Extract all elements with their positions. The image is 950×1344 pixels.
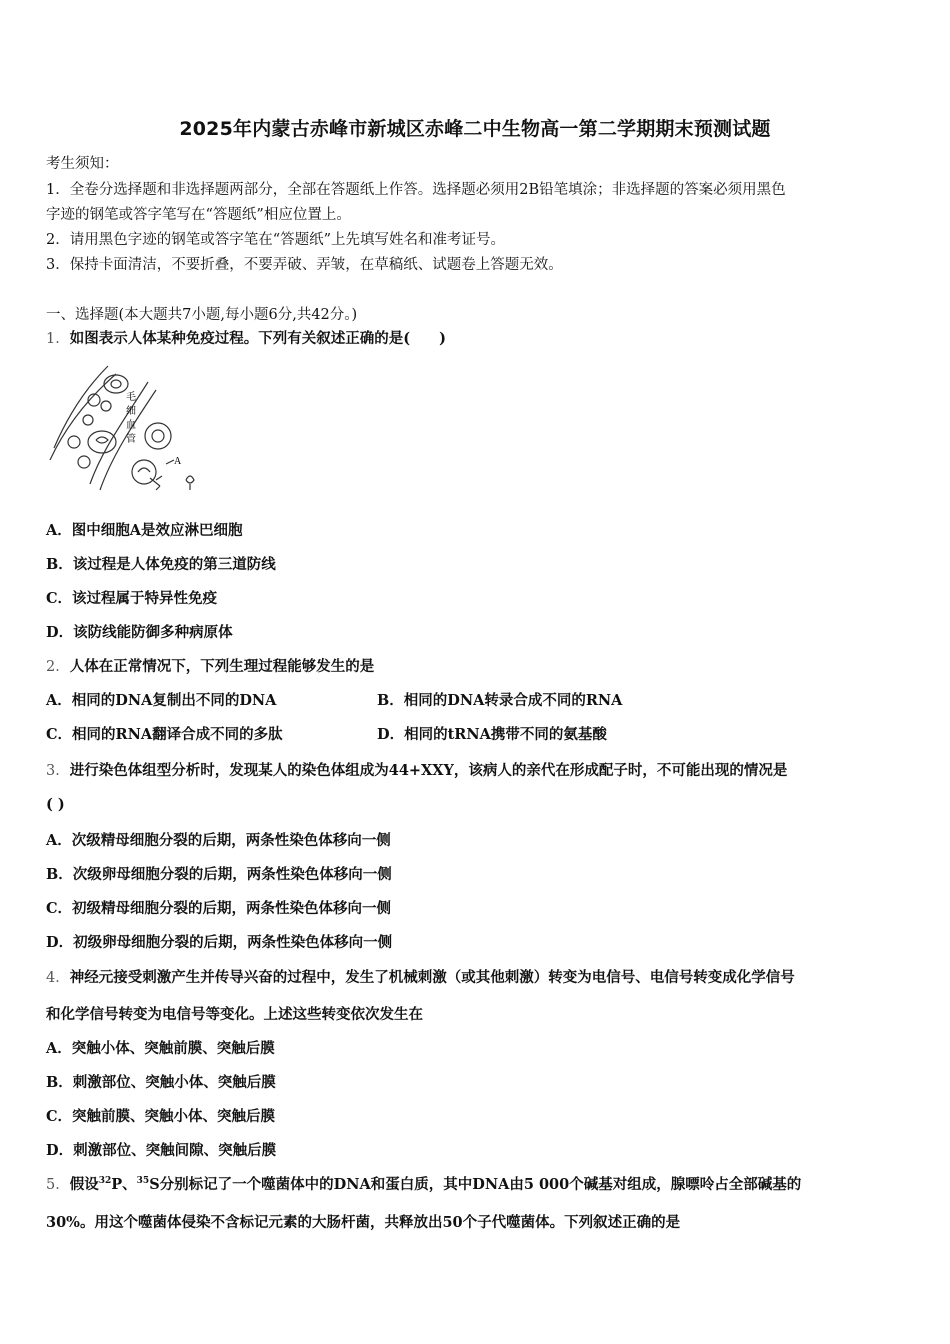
isotope-mass: 32 xyxy=(98,1176,112,1187)
figure-label: 血 xyxy=(126,420,136,431)
question-stem: P、 xyxy=(111,1176,137,1193)
option-d: D．相同的tRNA携带不同的氨基酸 xyxy=(377,726,607,743)
option-a: A．突触小体、突触前膜、突触后膜 xyxy=(46,1040,275,1057)
question-number: 2． xyxy=(46,659,70,675)
question-4 xyxy=(46,966,795,987)
notice-heading: 考生须知： xyxy=(46,156,119,172)
option-b: B．次级卵母细胞分裂的后期，两条性染色体移向一侧 xyxy=(46,866,392,883)
option-b: B．刺激部位、突触小体、突触后膜 xyxy=(46,1074,276,1091)
isotope-mass: 35 xyxy=(136,1176,150,1187)
question-stem: 如图表示人体某种免疫过程。下列有关叙述正确的是( ) xyxy=(69,330,446,347)
question-number: 3． xyxy=(46,763,70,779)
option-b: B．相同的DNA转录合成不同的RNA xyxy=(377,692,623,709)
question-stem: 人体在正常情况下，下列生理过程能够发生的是 xyxy=(69,658,375,675)
option-c: C．初级精母细胞分裂的后期，两条性染色体移向一侧 xyxy=(46,900,392,917)
option-b: B．该过程是人体免疫的第三道防线 xyxy=(46,556,276,573)
immune-process-figure xyxy=(46,360,196,500)
option-d: D．该防线能防御多种病原体 xyxy=(46,624,233,641)
section-heading: 一、选择题(本大题共7小题,每小题6分,共42分。) xyxy=(46,307,358,323)
question-number: 1． xyxy=(46,331,70,347)
notice-item: 字迹的钢笔或答字笔写在“答题纸”相应位置上。 xyxy=(46,207,351,223)
question-stem-cont: 30%。用这个噬菌体侵染不含标记元素的大肠杆菌，共释放出50个子代噬菌体。下列叙述正确的是 xyxy=(46,1214,681,1231)
page-title: 2025年内蒙古赤峰市新城区赤峰二中生物高一第二学期期末预测试题 xyxy=(179,118,771,140)
notice-item: 3．保持卡面清洁，不要折叠，不要弄破、弄皱，在草稿纸、试题卷上答题无效。 xyxy=(46,257,563,273)
question-number: 4． xyxy=(46,970,70,986)
option-d: D．刺激部位、突触间隙、突触后膜 xyxy=(46,1142,277,1159)
question-stem-cont: 和化学信号转变为电信号等变化。上述这些转变依次发生在 xyxy=(46,1006,423,1023)
question-stem: 进行染色体组型分析时，发现某人的染色体组成为44+XXY，该病人的亲代在形成配子时，不可能出现的情况是 xyxy=(69,762,788,779)
question-5 xyxy=(46,1173,801,1194)
figure-label: 毛 xyxy=(126,392,136,403)
option-a: A．次级精母细胞分裂的后期，两条性染色体移向一侧 xyxy=(46,832,391,849)
question-stem: 假设 xyxy=(69,1176,99,1193)
question-2 xyxy=(46,655,374,676)
figure-label: 细 xyxy=(126,406,136,417)
option-c: C．该过程属于特异性免疫 xyxy=(46,590,218,607)
notice-item: 2．请用黑色字迹的钢笔或答字笔在“答题纸”上先填写姓名和准考证号。 xyxy=(46,232,506,248)
option-d: D．初级卵母细胞分裂的后期，两条性染色体移向一侧 xyxy=(46,934,393,951)
question-1 xyxy=(46,327,446,348)
question-stem: S分别标记了一个噬菌体中的DNA和蛋白质，其中DNA由5 000个碱基对组成，腺嘌呤占全部碱基的 xyxy=(149,1176,802,1193)
option-c: C．突触前膜、突触小体、突触后膜 xyxy=(46,1108,276,1125)
option-a: A．图中细胞A是效应淋巴细胞 xyxy=(46,522,243,539)
question-stem: 神经元接受刺激产生并传导兴奋的过程中，发生了机械刺激（或其他刺激）转变为电信号、电信号转变成化学信号 xyxy=(69,969,795,986)
notice-item: 1．全卷分选择题和非选择题两部分，全部在答题纸上作答。选择题必须用2B铅笔填涂；非选择题的答案必须用黑色 xyxy=(46,182,786,198)
option-c: C．相同的RNA翻译合成不同的多肽 xyxy=(46,726,283,743)
option-a: A．相同的DNA复制出不同的DNA xyxy=(46,692,277,709)
question-number: 5． xyxy=(46,1177,70,1193)
figure-label-a: A xyxy=(174,456,182,467)
question-3 xyxy=(46,759,787,780)
figure-label: 管 xyxy=(126,434,136,445)
question-stem-cont: ( ) xyxy=(46,796,65,813)
